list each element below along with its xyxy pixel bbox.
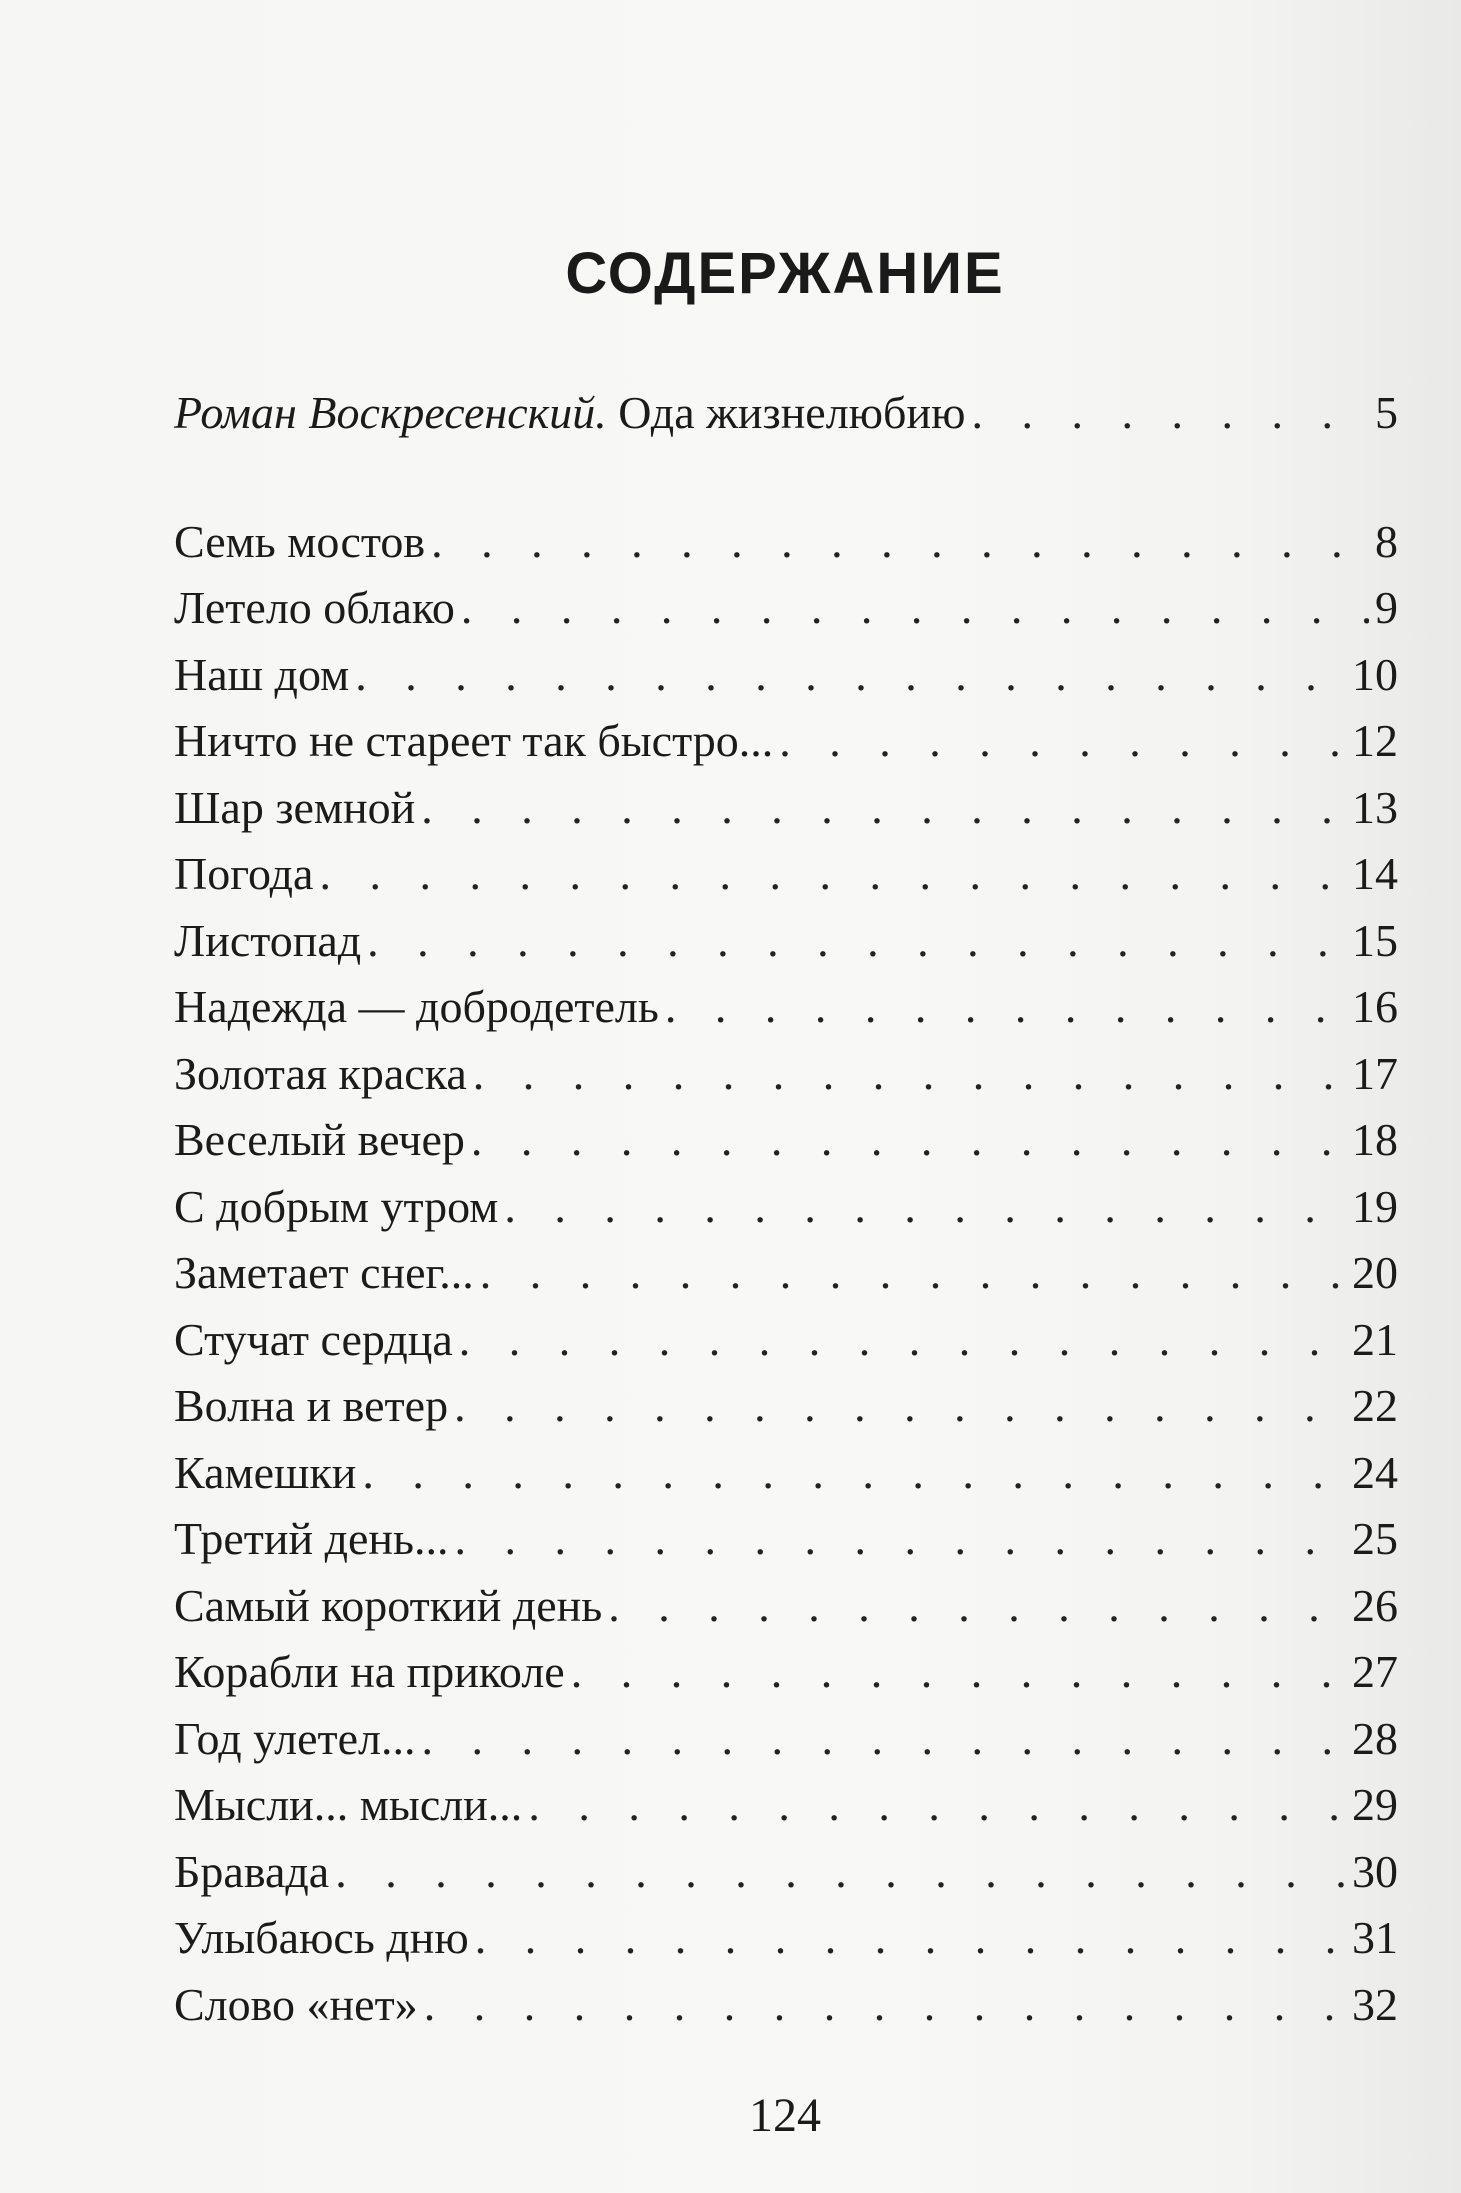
toc-entry [174, 1506, 1398, 1573]
dot-leader [421, 1706, 1346, 1773]
toc-entry-title: Стучат сердца [174, 1313, 453, 1365]
toc-entry-page: 10 [1352, 648, 1398, 700]
toc-entry-page: 9 [1375, 582, 1398, 633]
toc-entry [174, 1240, 1398, 1307]
toc-entry-title: Листопад [174, 914, 362, 966]
toc-entry-author: Роман Воскресенский. [174, 387, 607, 438]
dot-leader [473, 1041, 1346, 1108]
dot-leader [779, 708, 1346, 775]
dot-leader [504, 1174, 1346, 1241]
toc-entry-page: 12 [1352, 715, 1398, 766]
toc-entry [174, 1174, 1398, 1241]
toc-entry-page: 15 [1352, 914, 1398, 966]
toc-entry-page: 17 [1352, 1047, 1398, 1099]
toc-entry-page: 26 [1352, 1579, 1398, 1631]
dot-leader [355, 642, 1346, 709]
toc-entry-page: 24 [1352, 1446, 1398, 1498]
dot-leader [475, 1905, 1346, 1972]
toc-entry-page: 28 [1352, 1712, 1398, 1764]
toc-entry-page: 5 [1375, 387, 1398, 438]
toc-entry [174, 1440, 1398, 1507]
toc-entry-title: Камешки [174, 1446, 357, 1498]
dot-leader [461, 575, 1369, 642]
toc-entry [174, 708, 1398, 775]
toc-entry-title: Год улетел... [174, 1712, 416, 1764]
dot-leader [455, 1506, 1346, 1573]
toc-entry [174, 642, 1398, 709]
toc-entry-page: 13 [1352, 781, 1398, 833]
toc-entry-page: 18 [1352, 1114, 1398, 1165]
toc-entry-title-text: Ода жизнелюбию [606, 387, 966, 438]
toc-entry-page: 14 [1352, 848, 1398, 899]
toc-entry-page: 20 [1352, 1247, 1398, 1298]
toc-entry-list [174, 509, 1398, 2039]
toc-entry-page: 16 [1352, 981, 1398, 1032]
dot-leader [571, 1639, 1346, 1706]
toc-entry [174, 1639, 1398, 1706]
toc-entry-title: Самый короткий день [174, 1579, 603, 1631]
toc-entry [174, 509, 1398, 576]
toc-entry [174, 1772, 1398, 1839]
toc-entry-title: Золотая краска [174, 1047, 467, 1099]
toc-entry [174, 1107, 1398, 1174]
dot-leader [335, 1839, 1346, 1906]
toc-entry-title: Веселый вечер [174, 1114, 465, 1165]
toc-entry-title: Надежда — добродетель [174, 981, 659, 1032]
toc-entry-title: Шар земной [174, 781, 416, 833]
toc-entry-title: Волна и ветер [174, 1380, 449, 1431]
toc-entry-title: С добрым утром [174, 1180, 499, 1232]
dot-leader [431, 509, 1369, 576]
table-of-contents [174, 380, 1398, 2038]
toc-entry [174, 1905, 1398, 1972]
dot-leader [421, 775, 1346, 842]
toc-entry [174, 775, 1398, 842]
toc-entry-title: Семь мостов [174, 515, 426, 567]
toc-entry [174, 575, 1398, 642]
dot-leader [454, 1373, 1346, 1440]
dot-leader [367, 908, 1346, 975]
toc-entry-title: Бравада [174, 1845, 330, 1897]
toc-entry-page: 25 [1352, 1513, 1398, 1564]
dot-leader [480, 1240, 1346, 1307]
toc-entry [174, 1307, 1398, 1374]
dot-leader [459, 1307, 1346, 1374]
toc-entry-title: Улыбаюсь дню [174, 1912, 469, 1963]
toc-entry [174, 1706, 1398, 1773]
toc-entry-title: Погода [174, 848, 314, 899]
toc-entry-page: 27 [1352, 1646, 1398, 1697]
toc-entry-title: Ничто не стареет так быстро... [174, 715, 774, 766]
page-title: СОДЕРЖАНИЕ [565, 241, 1005, 306]
dot-leader [608, 1573, 1346, 1640]
toc-entry-page: 32 [1352, 1978, 1398, 2030]
toc-entry-title: Слово «нет» [174, 1978, 418, 2030]
toc-entry [174, 1041, 1398, 1108]
toc-entry-page: 22 [1352, 1380, 1398, 1431]
toc-entry [174, 908, 1398, 975]
page-number: 124 [749, 2089, 821, 2142]
toc-entry [174, 1972, 1398, 2039]
toc-entry-title [174, 380, 965, 447]
dot-leader [471, 1107, 1346, 1174]
toc-entry-title: Летело облако [174, 582, 455, 633]
toc-entry [174, 974, 1398, 1041]
dot-leader [971, 380, 1369, 447]
toc-entry-page: 31 [1352, 1912, 1398, 1963]
toc-entry-page: 21 [1352, 1313, 1398, 1365]
dot-leader [665, 974, 1346, 1041]
toc-entry [174, 1373, 1398, 1440]
toc-entry-page: 8 [1375, 515, 1398, 567]
toc-entry-title: Корабли на приколе [174, 1646, 565, 1697]
toc-entry-title: Заметает снег... [174, 1247, 474, 1298]
toc-entry-page: 29 [1352, 1779, 1398, 1830]
dot-leader [528, 1772, 1346, 1839]
dot-leader [362, 1440, 1346, 1507]
toc-entry [174, 841, 1398, 908]
toc-entry [174, 1839, 1398, 1906]
toc-entry-title: Третий день... [174, 1513, 449, 1564]
toc-intro-entry [174, 380, 1398, 447]
toc-entry-page: 19 [1352, 1180, 1398, 1232]
toc-entry-title: Мысли... мысли... [174, 1779, 523, 1830]
dot-leader [319, 841, 1346, 908]
toc-entry [174, 1573, 1398, 1640]
dot-leader [424, 1972, 1346, 2039]
toc-entry-page: 30 [1352, 1845, 1398, 1897]
toc-entry-title: Наш дом [174, 648, 350, 700]
